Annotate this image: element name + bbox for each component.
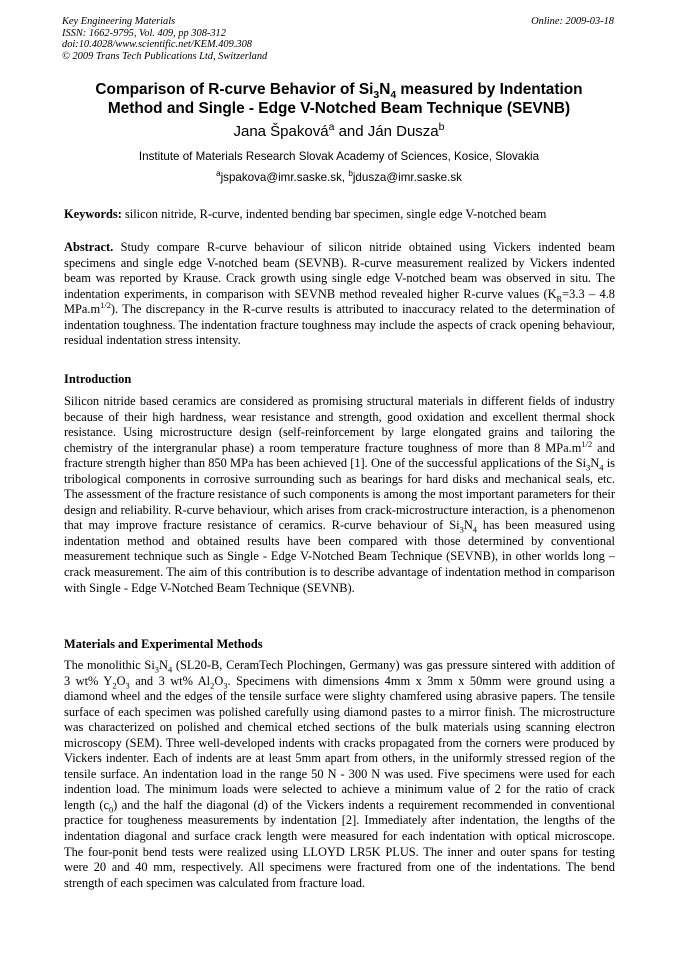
author-1: Jana Špaková <box>233 123 329 140</box>
methods-paragraph: The monolithic $Si_3N_4$ (SL20-B, CeramTech Plochingen, Germany) was gas pressure sintered with addition of 3 wt% $Y_2O_3$ and 3 wt% $Al_2O_3$. Specimens with dimensions 4mm x 3mm x 50mm were ground using a diamond wheel and the edges of the tensile surface were slighty chamfered using abrasive papers. The tensile surface of each specimen was polished carefully using diamond pastes to a mirror finish. The microstructure was characterized on polished and chemical etched sections of the bulk materials using scanning electron microscopy (SEM). Three well-developed indents with cracks propagated from the corners were produced by Vickers indenter. Each of indents are at least 5mm apart from others, in the uniformly stressed region of the tensile surface. An indentation load in the range 50 N - 300 N was used. Five specimens were used for each indention load. The minimum loads were selected to achieve a minimum value of 2 for the ratio of crack length $(c_0)$ and the half the diagonal (d) of the Vickers indents a requirement recommended in conventional practice for tougheness measurements by indentation [2]. Immediately after indentation, the lengths of the indentation diagonal and surface crack length were measured for each indentation with optical microscope. The four-ponit bend tests were realized using LLOYD LR5K PLUS. The inner and outer spans for testing were 20 and 40 mm, respectively. All specimens were fractured from one of the indentations. The bend strength of each specimen was calculated from fracture load. <box>64 658 615 890</box>
online-date: Online: 2009-03-18 <box>531 16 614 27</box>
author-emails: $^a$jspakova@imr.saske.sk, $^b$jdusza@imr.saske.sk <box>216 169 462 184</box>
abstract-label: Abstract. <box>64 240 114 254</box>
keywords-label: Keywords: <box>64 207 122 221</box>
abstract: Abstract. Study compare R-curve behaviour of silicon nitride obtained using Vickers indented beam specimens and single edge V-notched beam (SEVNB). R-curve measurement realized by Vickers indented beam was reported by Krause. Crack growth using single edge V-notched beam was observed in situ. The indentation experiments, in comparison with SEVNB method revealed higher R-curve values ($K_R=3.3 - 4.8$ $MPa.m^{1/2}$). The discrepancy in the R-curve results is attributed to inaccuracy related to the determination of indentation toughness. The indentation fracture toughness may include the aspects of crack opening behaviour, residual indentation stress intensity. <box>64 240 615 348</box>
journal-header <box>62 16 267 62</box>
email-a[interactable]: jspakova@imr.saske.sk <box>220 171 342 184</box>
journal-name: Key Engineering Materials <box>62 16 176 27</box>
title-line-2: Method and Single - Edge V-Notched Beam Technique (SEVNB) <box>107 100 571 117</box>
introduction-paragraph: Silicon nitride based ceramics are considered as promising structural materials in different fields of industry because of their high hardness, wear resistance and strength, good oxidation and excellent thermal shock resistance. Using microstructure design (self-reinforcement by large elongated grains and tailoring the chemistry of the intergranular phase) a room temperature fracture toughness of more than 8 $MPa.m^{1/2}$ and fracture strength higher than 850 MPa has been achieved [1]. One of the successful applications of the $Si_3N_4$ is tribological components in corrosive surrounding such as bearings for hard disks and mechanical seals, etc. The assessment of the fracture resistance of such components is among the most important parameters for their design and reliability. R-curve behaviour, which arises from crack-microstructure interaction, is a phenomenon that may improve fracture resistance of ceramics. R-curve behaviour of $Si_3N_4$ has been measured using indentation method and obtained results have been compared with those determined by conventional measurement technique such as Single - Edge V-Notched Beam Technique (SEVNB), in other worlds long –crack measurement. The aim of this contribution is to describe advantage of indentation method in comparison with Single - Edge V-Notched Beam Technique (SEVNB). <box>64 394 616 595</box>
copyright-line: © 2009 Trans Tech Publications Ltd, Switzerland <box>62 50 268 62</box>
issn-line: ISSN: 1662-9795, Vol. 409, pp 308-312 <box>62 27 226 39</box>
title-line-1: Comparison of R-curve Behavior of $Si_3N_4$ measured by Indentation <box>95 81 583 102</box>
paper-title <box>50 80 628 118</box>
affiliation: Institute of Materials Research Slovak Academy of Sciences, Kosice, Slovakia <box>138 150 540 163</box>
keywords: Keywords: silicon nitride, R-curve, indented bending bar specimen, single edge V-notched beam <box>64 207 547 221</box>
author-list: Jana Špaková$^a$ and Ján Dusza$^b$ <box>233 121 445 140</box>
email-b[interactable]: jdusza@imr.saske.sk <box>352 171 462 184</box>
doi-line: doi:10.4028/www.scientific.net/KEM.409.308 <box>62 39 252 51</box>
methods-heading: Materials and Experimental Methods <box>64 637 263 651</box>
introduction-heading: Introduction <box>64 372 132 386</box>
author-2: Ján Dusza <box>367 123 439 140</box>
